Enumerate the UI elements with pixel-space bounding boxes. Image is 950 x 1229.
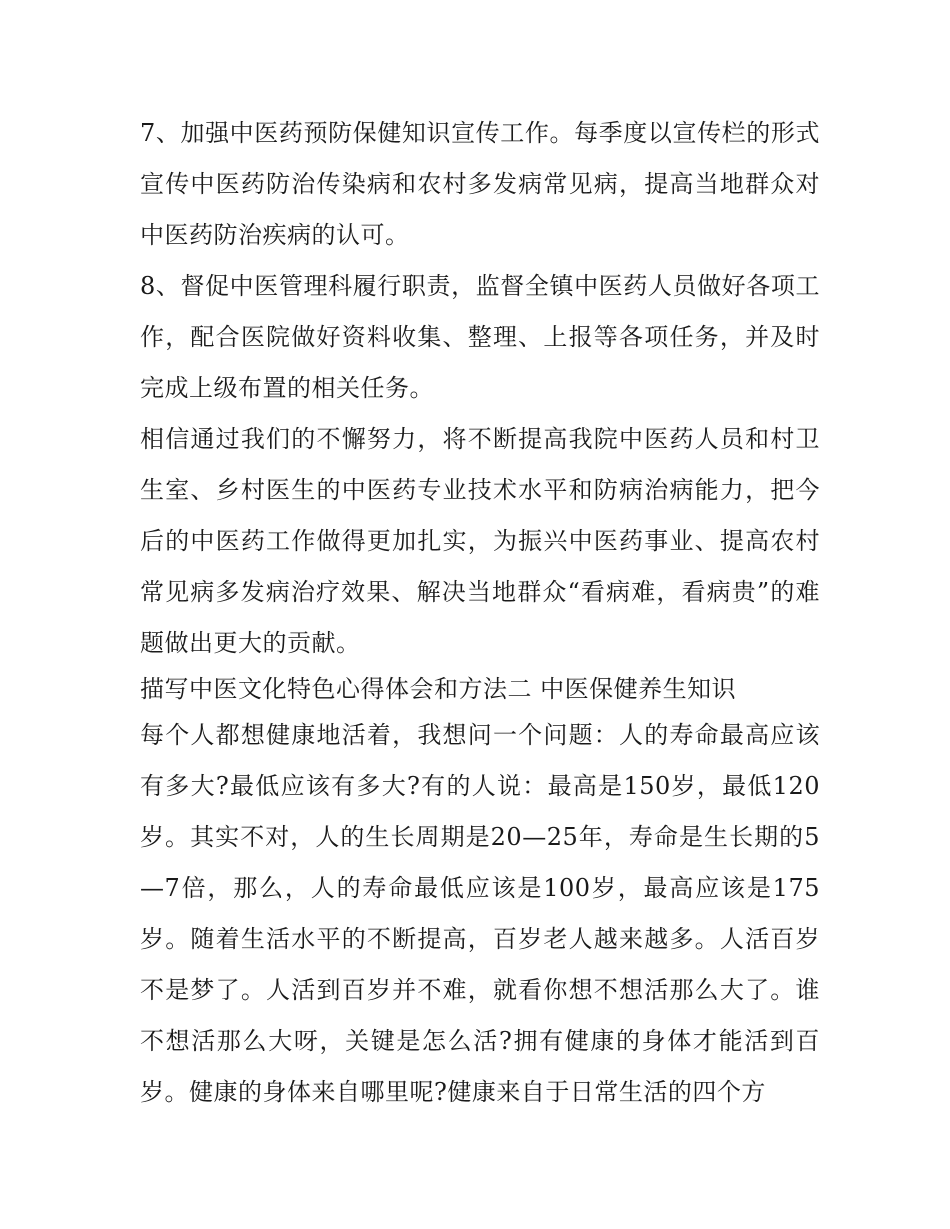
paragraph-health-lifespan: 每个人都想健康地活着，我想问一个问题：人的寿命最高应该有多大?最低应该有多大?有的人说：最高是150岁，最低120岁。其实不对，人的生长周期是20—25年，寿命是生长期的5—7倍，那么，人的寿命最低应该是100岁，最高应该是175岁。随着生活水平的不断提高，百岁老人越来越多。人活百岁不是梦了。人活到百岁并不难，就看你想不想活那么大了。谁不想活那么大呀，关键是怎么活?拥有健康的身体才能活到百岁。健康的身体来自哪里呢?健康来自于日常生活的四个方 [140, 721, 820, 1106]
paragraph-item-7: 7、加强中医药预防保健知识宣传工作。每季度以宣传栏的形式宣传中医药防治传染病和农村多发病常见病，提高当地群众对中医药防治疾病的认可。 [140, 119, 820, 249]
document-body [140, 108, 820, 1118]
paragraph-item-8: 8、督促中医管理科履行职责，监督全镇中医药人员做好各项工作，配合医院做好资料收集、整理、上报等各项任务，并及时完成上级布置的相关任务。 [140, 272, 820, 402]
section-heading: 描写中医文化特色心得体会和方法二 中医保健养生知识 [140, 675, 737, 703]
paragraph-closing: 相信通过我们的不懈努力，将不断提高我院中医药人员和村卫生室、乡村医生的中医药专业技术水平和防病治病能力，把今后的中医药工作做得更加扎实，为振兴中医药事业、提高农村常见病多发病治疗效果、解决当地群众“看病难，看病贵”的难题做出更大的贡献。 [140, 425, 820, 657]
